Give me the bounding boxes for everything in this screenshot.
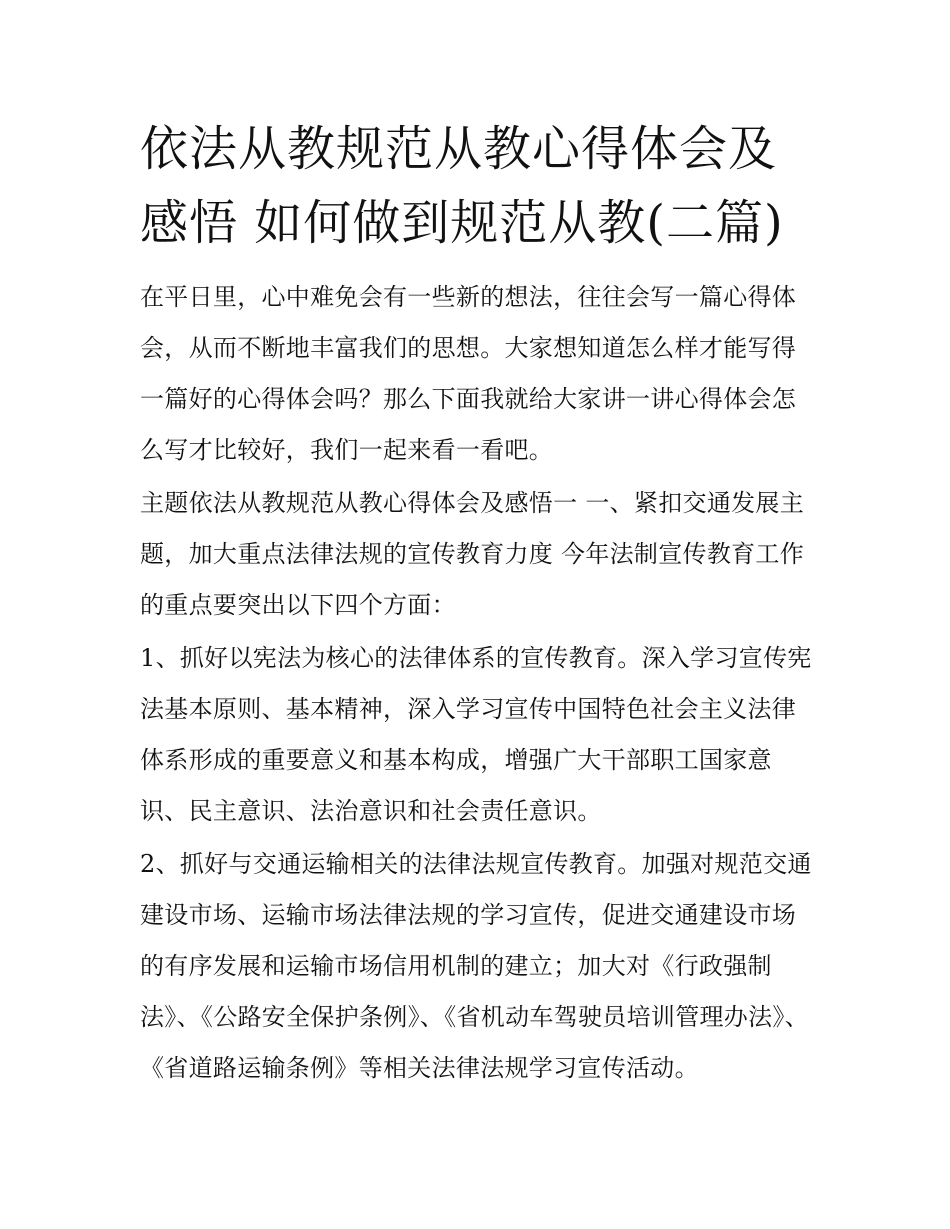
paragraph-theme: 主题依法从教规范从教心得体会及感悟一 一、紧扣交通发展主题，加大重点法律法规的宣传教育力度 今年法制宣传教育工作的重点要突出以下四个方面：	[140, 489, 805, 619]
document-page	[140, 112, 820, 1096]
paragraph-point-1: 1、抓好以宪法为核心的法律体系的宣传教育。深入学习宣传宪法基本原则、基本精神，深入学习宣传中国特色社会主义法律体系形成的重要意义和基本构成，增强广大干部职工国家意识、民主意识、法治意识和社会责任意识。	[140, 644, 812, 825]
paragraph-intro: 在平日里，心中难免会有一些新的想法，往往会写一篇心得体会，从而不断地丰富我们的思想。大家想知道怎么样才能写得一篇好的心得体会吗？那么下面我就给大家讲一讲心得体会怎么写才比较好，我们一起来看一看吧。	[140, 283, 797, 464]
paragraph-point-2: 2、抓好与交通运输相关的法律法规宣传教育。加强对规范交通建设市场、运输市场法律法规的学习宣传，促进交通建设市场的有序发展和运输市场信用机制的建立；加大对《行政强制法》、《公路安全保护条例》、《省机动车驾驶员培训管理办法》、《省道路运输条例》等相关法律法规学习宣传活动。	[140, 850, 812, 1082]
document-title: 依法从教规范从教心得体会及感悟 如何做到规范从教(二篇)	[140, 121, 784, 251]
